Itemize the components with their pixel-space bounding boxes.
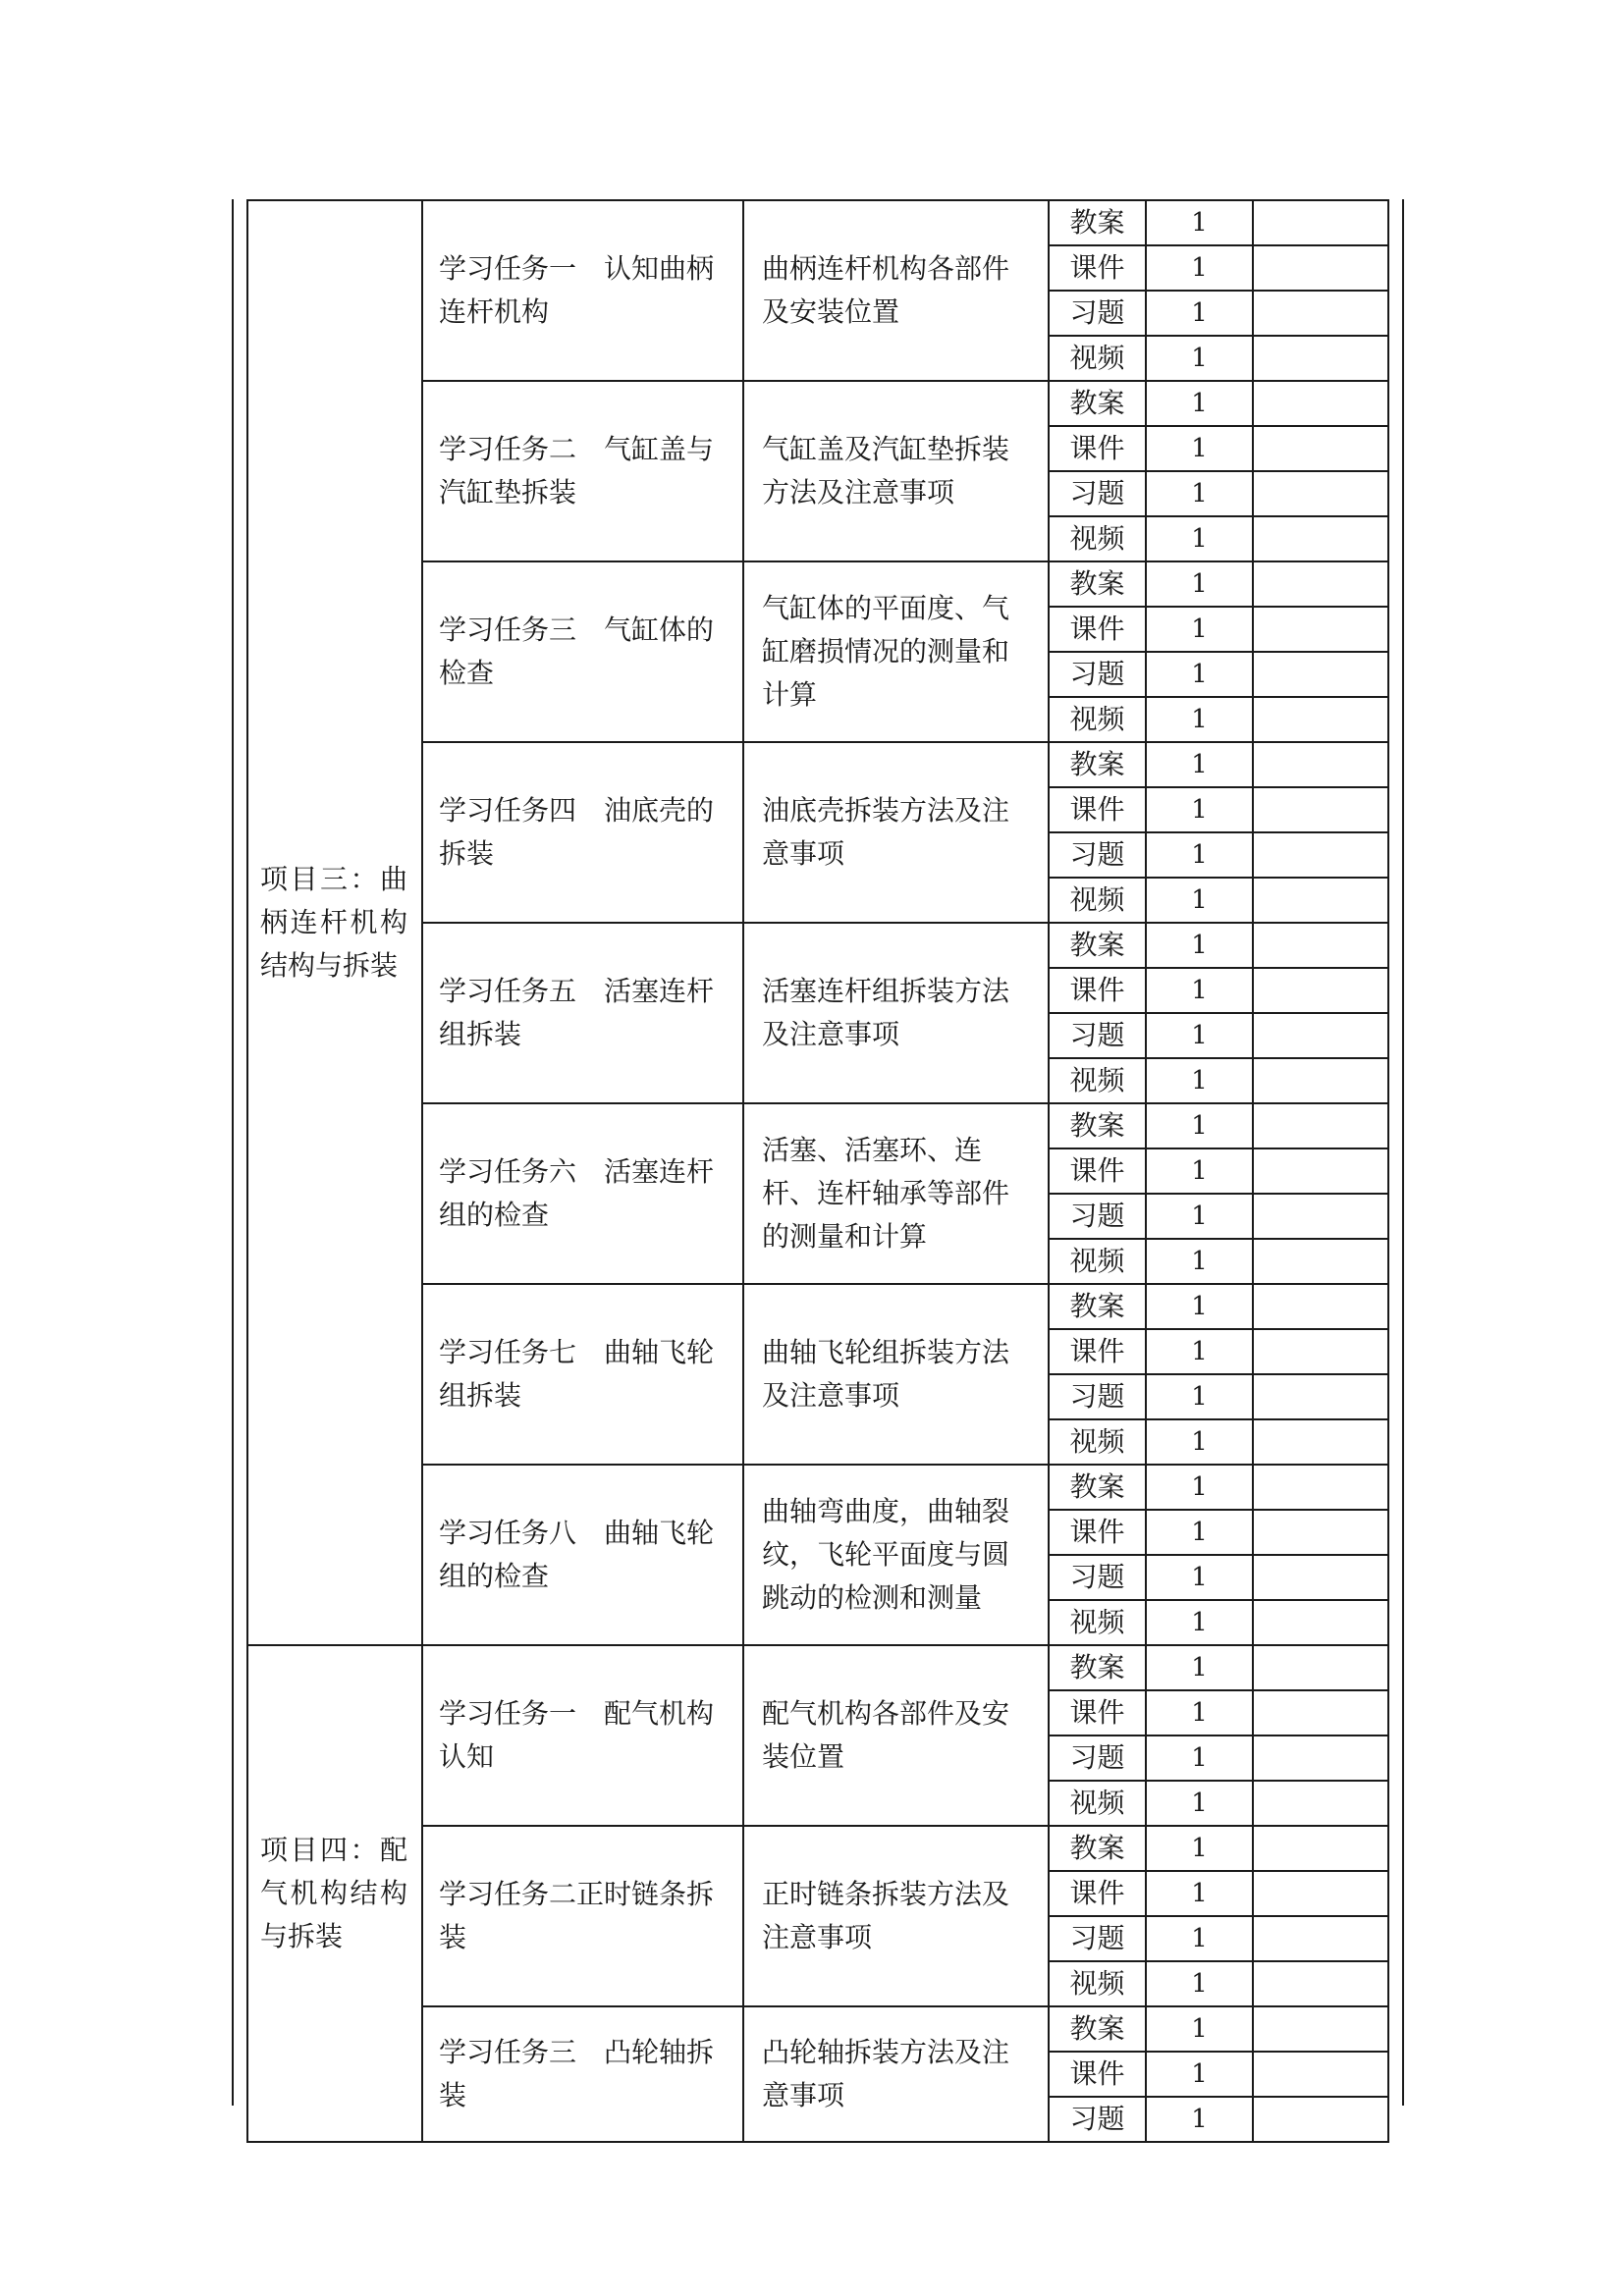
content-cell: 活塞、活塞环、连杆、连杆轴承等部件的测量和计算 xyxy=(743,1103,1049,1284)
remark-cell xyxy=(1253,200,1388,245)
resource-type-cell: 课件 xyxy=(1049,1148,1146,1194)
task-cell: 学习任务三 气缸体的检查 xyxy=(422,561,743,742)
remark-cell xyxy=(1253,426,1388,471)
remark-cell xyxy=(1253,1419,1388,1465)
remark-cell xyxy=(1253,968,1388,1013)
resource-count-cell: 1 xyxy=(1146,968,1253,1013)
resource-type-cell: 习题 xyxy=(1049,2097,1146,2142)
resource-count-cell: 1 xyxy=(1146,336,1253,381)
remark-cell xyxy=(1253,1871,1388,1916)
resource-count-cell: 1 xyxy=(1146,607,1253,652)
resource-count-cell: 1 xyxy=(1146,1871,1253,1916)
resource-type-cell: 视频 xyxy=(1049,1239,1146,1284)
resource-count-cell: 1 xyxy=(1146,1013,1253,1058)
task-cell: 学习任务五 活塞连杆组拆装 xyxy=(422,923,743,1103)
task-cell: 学习任务七 曲轴飞轮组拆装 xyxy=(422,1284,743,1465)
resource-type-cell: 习题 xyxy=(1049,291,1146,336)
remark-cell xyxy=(1253,291,1388,336)
resource-count-cell: 1 xyxy=(1146,2052,1253,2097)
task-cell: 学习任务六 活塞连杆组的检查 xyxy=(422,1103,743,1284)
resource-type-cell: 教案 xyxy=(1049,1284,1146,1329)
resource-count-cell: 1 xyxy=(1146,1103,1253,1148)
resource-type-cell: 习题 xyxy=(1049,1374,1146,1419)
remark-cell xyxy=(1253,1735,1388,1781)
content-cell: 活塞连杆组拆装方法及注意事项 xyxy=(743,923,1049,1103)
remark-cell xyxy=(1253,1781,1388,1826)
task-cell: 学习任务二正时链条拆装 xyxy=(422,1826,743,2006)
resource-count-cell: 1 xyxy=(1146,1419,1253,1465)
content-cell: 配气机构各部件及安装位置 xyxy=(743,1645,1049,1826)
resource-type-cell: 视频 xyxy=(1049,516,1146,561)
resource-count-cell: 1 xyxy=(1146,697,1253,742)
remark-cell xyxy=(1253,787,1388,832)
outer-border-left xyxy=(232,199,234,2106)
remark-cell xyxy=(1253,2097,1388,2142)
remark-cell xyxy=(1253,697,1388,742)
remark-cell xyxy=(1253,1916,1388,1961)
resource-type-cell: 教案 xyxy=(1049,200,1146,245)
outer-border-right xyxy=(1402,199,1404,2106)
resource-type-cell: 课件 xyxy=(1049,1690,1146,1735)
resource-type-cell: 习题 xyxy=(1049,832,1146,878)
remark-cell xyxy=(1253,832,1388,878)
resource-type-cell: 教案 xyxy=(1049,1645,1146,1690)
resource-count-cell: 1 xyxy=(1146,1781,1253,1826)
resource-count-cell: 1 xyxy=(1146,1690,1253,1735)
remark-cell xyxy=(1253,923,1388,968)
resource-count-cell: 1 xyxy=(1146,1284,1253,1329)
resource-count-cell: 1 xyxy=(1146,787,1253,832)
task-cell: 学习任务一 配气机构认知 xyxy=(422,1645,743,1826)
resource-count-cell: 1 xyxy=(1146,1510,1253,1555)
resource-type-cell: 教案 xyxy=(1049,923,1146,968)
remark-cell xyxy=(1253,2006,1388,2052)
remark-cell xyxy=(1253,1374,1388,1419)
resource-count-cell: 1 xyxy=(1146,1148,1253,1194)
resource-count-cell: 1 xyxy=(1146,1329,1253,1374)
resource-type-cell: 教案 xyxy=(1049,742,1146,787)
resource-type-cell: 习题 xyxy=(1049,1735,1146,1781)
resource-type-cell: 课件 xyxy=(1049,787,1146,832)
remark-cell xyxy=(1253,1103,1388,1148)
resource-count-cell: 1 xyxy=(1146,381,1253,426)
resource-type-cell: 教案 xyxy=(1049,381,1146,426)
content-cell: 气缸盖及汽缸垫拆装方法及注意事项 xyxy=(743,381,1049,561)
remark-cell xyxy=(1253,1058,1388,1103)
table-row xyxy=(247,1645,1388,1690)
resource-count-cell: 1 xyxy=(1146,1826,1253,1871)
project-cell: 项目四：配气机构结构与拆装 xyxy=(247,1645,422,2142)
resource-count-cell: 1 xyxy=(1146,1058,1253,1103)
resource-count-cell: 1 xyxy=(1146,878,1253,923)
remark-cell xyxy=(1253,1961,1388,2006)
remark-cell xyxy=(1253,878,1388,923)
resource-type-cell: 课件 xyxy=(1049,1871,1146,1916)
remark-cell xyxy=(1253,1239,1388,1284)
resource-count-cell: 1 xyxy=(1146,652,1253,697)
resource-count-cell: 1 xyxy=(1146,1374,1253,1419)
remark-cell xyxy=(1253,245,1388,291)
resource-table-body xyxy=(247,200,1388,2142)
remark-cell xyxy=(1253,1555,1388,1600)
remark-cell xyxy=(1253,1645,1388,1690)
remark-cell xyxy=(1253,516,1388,561)
remark-cell xyxy=(1253,742,1388,787)
remark-cell xyxy=(1253,471,1388,516)
resource-type-cell: 课件 xyxy=(1049,426,1146,471)
task-cell: 学习任务八 曲轴飞轮组的检查 xyxy=(422,1465,743,1645)
remark-cell xyxy=(1253,652,1388,697)
resource-type-cell: 教案 xyxy=(1049,1826,1146,1871)
resource-count-cell: 1 xyxy=(1146,426,1253,471)
resource-count-cell: 1 xyxy=(1146,471,1253,516)
content-cell: 曲柄连杆机构各部件及安装位置 xyxy=(743,200,1049,381)
resource-count-cell: 1 xyxy=(1146,1735,1253,1781)
resource-count-cell: 1 xyxy=(1146,1465,1253,1510)
resource-type-cell: 教案 xyxy=(1049,1103,1146,1148)
resource-type-cell: 教案 xyxy=(1049,561,1146,607)
resource-count-cell: 1 xyxy=(1146,923,1253,968)
table-row xyxy=(247,200,1388,245)
remark-cell xyxy=(1253,1510,1388,1555)
content-cell: 曲轴飞轮组拆装方法及注意事项 xyxy=(743,1284,1049,1465)
resource-count-cell: 1 xyxy=(1146,245,1253,291)
resource-count-cell: 1 xyxy=(1146,200,1253,245)
remark-cell xyxy=(1253,1826,1388,1871)
remark-cell xyxy=(1253,1690,1388,1735)
remark-cell xyxy=(1253,607,1388,652)
remark-cell xyxy=(1253,1013,1388,1058)
resource-type-cell: 习题 xyxy=(1049,1013,1146,1058)
resource-count-cell: 1 xyxy=(1146,291,1253,336)
remark-cell xyxy=(1253,1194,1388,1239)
resource-type-cell: 习题 xyxy=(1049,471,1146,516)
remark-cell xyxy=(1253,1600,1388,1645)
task-cell: 学习任务三 凸轮轴拆装 xyxy=(422,2006,743,2142)
resource-count-cell: 1 xyxy=(1146,832,1253,878)
resource-type-cell: 习题 xyxy=(1049,1194,1146,1239)
task-cell: 学习任务一 认知曲柄连杆机构 xyxy=(422,200,743,381)
resource-count-cell: 1 xyxy=(1146,742,1253,787)
content-cell: 曲轴弯曲度，曲轴裂纹，飞轮平面度与圆跳动的检测和测量 xyxy=(743,1465,1049,1645)
resource-type-cell: 视频 xyxy=(1049,1600,1146,1645)
resource-type-cell: 习题 xyxy=(1049,652,1146,697)
resource-type-cell: 课件 xyxy=(1049,1329,1146,1374)
remark-cell xyxy=(1253,1284,1388,1329)
resource-type-cell: 教案 xyxy=(1049,2006,1146,2052)
task-cell: 学习任务四 油底壳的拆装 xyxy=(422,742,743,923)
resource-type-cell: 课件 xyxy=(1049,607,1146,652)
remark-cell xyxy=(1253,561,1388,607)
content-cell: 气缸体的平面度、气缸磨损情况的测量和计算 xyxy=(743,561,1049,742)
resource-type-cell: 习题 xyxy=(1049,1916,1146,1961)
resource-count-cell: 1 xyxy=(1146,1555,1253,1600)
project-cell: 项目三：曲柄连杆机构结构与拆装 xyxy=(247,200,422,1645)
resource-type-cell: 视频 xyxy=(1049,1781,1146,1826)
resource-count-cell: 1 xyxy=(1146,1239,1253,1284)
resource-table xyxy=(246,199,1389,2143)
content-cell: 油底壳拆装方法及注意事项 xyxy=(743,742,1049,923)
content-cell: 凸轮轴拆装方法及注意事项 xyxy=(743,2006,1049,2142)
remark-cell xyxy=(1253,2052,1388,2097)
resource-type-cell: 习题 xyxy=(1049,1555,1146,1600)
remark-cell xyxy=(1253,1465,1388,1510)
remark-cell xyxy=(1253,381,1388,426)
remark-cell xyxy=(1253,1148,1388,1194)
resource-type-cell: 视频 xyxy=(1049,336,1146,381)
resource-type-cell: 课件 xyxy=(1049,245,1146,291)
resource-type-cell: 教案 xyxy=(1049,1465,1146,1510)
resource-count-cell: 1 xyxy=(1146,2097,1253,2142)
resource-type-cell: 视频 xyxy=(1049,878,1146,923)
resource-count-cell: 1 xyxy=(1146,561,1253,607)
remark-cell xyxy=(1253,1329,1388,1374)
resource-count-cell: 1 xyxy=(1146,1194,1253,1239)
resource-count-cell: 1 xyxy=(1146,2006,1253,2052)
resource-type-cell: 课件 xyxy=(1049,1510,1146,1555)
resource-count-cell: 1 xyxy=(1146,1600,1253,1645)
resource-count-cell: 1 xyxy=(1146,516,1253,561)
remark-cell xyxy=(1253,336,1388,381)
resource-type-cell: 视频 xyxy=(1049,1961,1146,2006)
resource-type-cell: 课件 xyxy=(1049,2052,1146,2097)
resource-count-cell: 1 xyxy=(1146,1645,1253,1690)
resource-count-cell: 1 xyxy=(1146,1961,1253,2006)
resource-type-cell: 视频 xyxy=(1049,697,1146,742)
resource-type-cell: 视频 xyxy=(1049,1419,1146,1465)
resource-count-cell: 1 xyxy=(1146,1916,1253,1961)
resource-type-cell: 课件 xyxy=(1049,968,1146,1013)
content-cell: 正时链条拆装方法及注意事项 xyxy=(743,1826,1049,2006)
resource-type-cell: 视频 xyxy=(1049,1058,1146,1103)
task-cell: 学习任务二 气缸盖与汽缸垫拆装 xyxy=(422,381,743,561)
